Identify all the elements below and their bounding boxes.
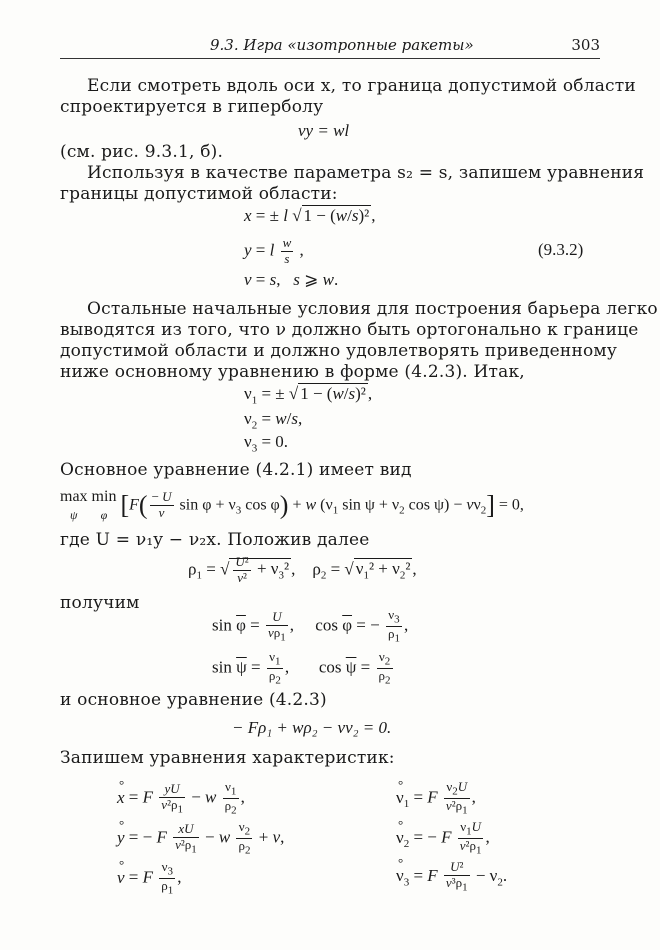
paragraph-line: и основное уравнение (4.2.3) xyxy=(60,690,327,710)
equation-hyperbola: vy = wl xyxy=(298,121,350,140)
equation-x: x = ± l √ 1 − (w/s)² , xyxy=(244,206,376,225)
paragraph-line: Основное уравнение (4.2.1) имеет вид xyxy=(60,460,412,480)
char-eq-v: ° v = F $\frac{\nu_3}{\rho_1}$ , xyxy=(117,860,182,897)
paragraph-line: выводятся из того, что ν должно быть ортогонально к границе xyxy=(60,320,639,340)
equation-nu1: $\nu_1$ = ± √ 1 − (w/s)² , xyxy=(244,384,373,407)
char-eq-y: ° y = − F $\frac{xU}{v^2\rho_1}$ − w $\frac{\nu_2}{\rho_2}$ + v, xyxy=(117,820,284,857)
paragraph-line: (см. рис. 9.3.1, б). xyxy=(60,142,224,162)
equation-main-form: − Fρ₁ + wρ₂ − vν₂ = 0. xyxy=(232,718,392,737)
equation-y: y = l $\frac{w}{s}$ , xyxy=(244,235,304,266)
paragraph-line: получим xyxy=(60,593,140,613)
equation-sin-cos-phi: $\sin \overline{\varphi}$ = $\frac{U}{v\rho_1}$ , $\cos \overline{\varphi}$ = − $\frac{\nu_3}{\rho_1}$ , xyxy=(212,607,409,645)
paragraph-line: Запишем уравнения характеристик: xyxy=(60,748,395,768)
equation-rho: $\rho_1$ = √ $\frac{\text{U²}}{\text{v²}}$ + $\nu_3^2$ , $\rho_2$ = √ $\nu_1^2 + \nu_2^2$ , xyxy=(188,554,417,585)
running-title: 9.3. Игра «изотропные ракеты» xyxy=(210,36,474,54)
char-eq-nu2: ° $\nu_2$ = − F $\frac{\nu_1U}{v^2\rho_1}$ , xyxy=(396,820,490,857)
paragraph-line: Остальные начальные условия для построения барьера легко xyxy=(87,299,658,319)
paragraph-line: допустимой области и должно удовлетворять приведенному xyxy=(60,341,618,361)
paragraph-line: Если смотреть вдоль оси x, то граница допустимой области xyxy=(87,76,636,96)
paragraph-line: где U = ν₁y − ν₂x. Положив далее xyxy=(60,530,370,550)
running-header xyxy=(60,36,600,59)
equation-number: (9.3.2) xyxy=(538,240,584,259)
paragraph-line: спроектируется в гиперболу xyxy=(60,97,324,117)
char-eq-nu3: ° $\nu_3 = F$ $\frac{\text{U²}}{v^3\rho_1}$ − $\nu_2$. xyxy=(396,860,507,894)
paragraph-line: ниже основному уравнению в форме (4.2.3). Итак, xyxy=(60,362,525,382)
equation-sin-cos-psi: $\sin \overline{\psi}$ = $\frac{\nu_1}{\rho_2}$ , $\cos \overline{\psi}$ = $\frac{\nu_2}{\rho_2}$ xyxy=(212,649,391,687)
page-number: 303 xyxy=(571,36,600,54)
paragraph-line: Используя в качестве параметра s₂ = s, запишем уравнения xyxy=(87,163,645,183)
equation-v: v = s, s ⩾ w. xyxy=(244,270,339,289)
char-eq-nu1: ° $\nu_1 = F$ $\frac{\nu_2U}{v^2\rho_1}$ , xyxy=(396,780,476,817)
equation-nu2: $\nu_2 = w/s$, xyxy=(244,409,303,432)
equation-main-minmax: max ψ min φ [F( $\frac{- U}{v}$ $\sin \varphi + \nu_3$ cos φ) + w ($\nu_1$ $\sin \psi + \nu_2$ $\cos \psi) - v\nu_2] = 0$, xyxy=(60,488,524,522)
char-eq-x: ° x = F $\frac{yU}{v^2\rho_1}$ − w $\frac{\nu_1}{\rho_2}$ , xyxy=(117,780,245,817)
paragraph-line: границы допустимой области: xyxy=(60,184,338,204)
equation-nu3: $\nu_3 = 0$. xyxy=(244,432,289,455)
